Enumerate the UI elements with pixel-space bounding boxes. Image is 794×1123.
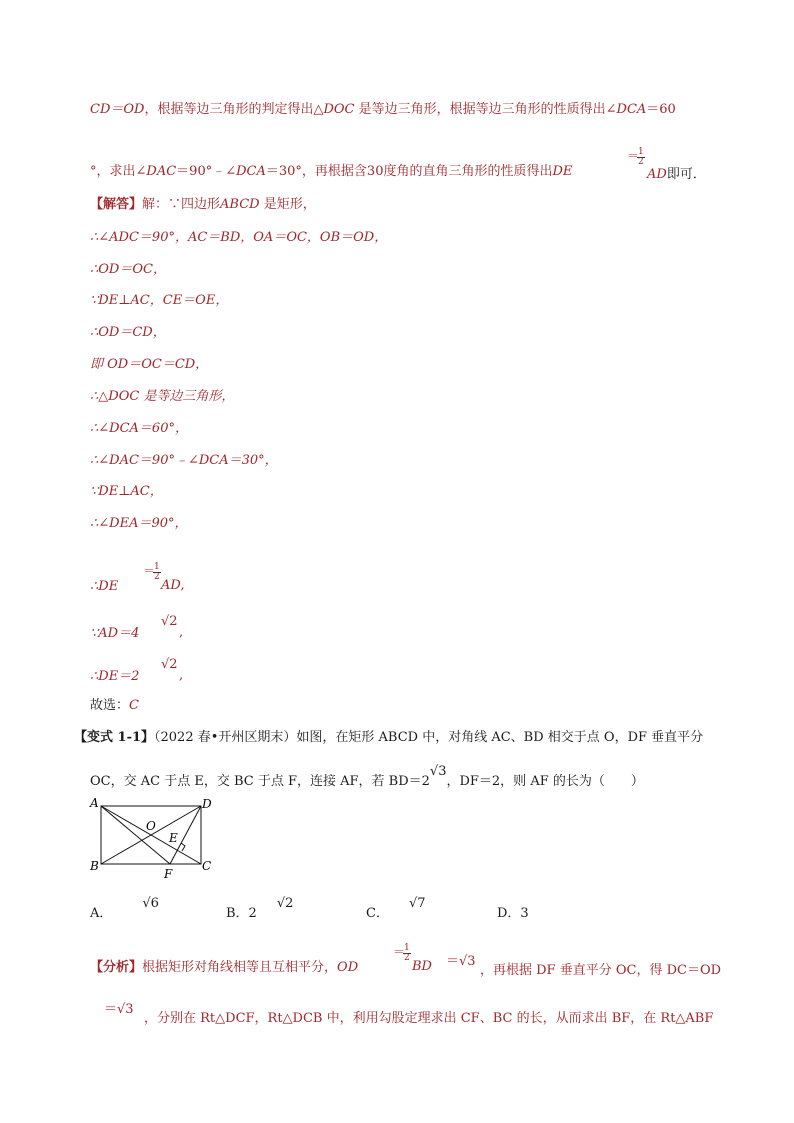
solution-ad: ∵AD＝4 xyxy=(90,626,140,641)
solution-step-3: ∵DE⊥AC，CE＝OE， xyxy=(90,293,229,308)
option-a[interactable]: A．√6 xyxy=(90,896,159,921)
solution-step-10: ∴∠DEA＝90°， xyxy=(90,516,188,531)
analysis-line2: ，分别在 Rt△DCF，Rt△DCB 中，利用勾股定理求出 CF、BC 的长，从而求出 BF，在 Rt△ABF xyxy=(144,1011,714,1026)
solution-step-6: ∴△DOC 是等边三角形， xyxy=(90,389,235,404)
analysis-prev-line2: °，求出∠DAC＝90°﹣∠DCA＝30°，再根据含30度角的直角三角形的性质得出DE xyxy=(90,164,573,179)
fraction-half-3: ＝ 1 2 xyxy=(393,943,410,963)
rectangle-figure xyxy=(88,796,218,882)
solution-step-9: ∵DE⊥AC， xyxy=(90,484,163,499)
solution-step-8: ∴∠DAC＝90°﹣∠DCA＝30°， xyxy=(90,453,278,468)
analysis-prev-line1: CD＝OD，根据等边三角形的判定得出△DOC 是等边三角形，根据等边三角形的性质得出∠DCA＝60 xyxy=(90,102,676,117)
solution-de: ∴DE xyxy=(90,579,119,594)
label-F: F xyxy=(164,867,173,881)
analysis-bd: BD xyxy=(412,959,432,974)
sqrt2-1: √2 xyxy=(161,614,178,629)
label-O: O xyxy=(146,819,156,833)
solution-step-5: 即 OD＝OC＝CD， xyxy=(90,357,209,372)
solution-de2: ∴DE＝2 xyxy=(90,669,140,684)
label-C: C xyxy=(202,859,212,873)
analysis-line1: 【分析】根据矩形对角线相等且互相平分，OD xyxy=(90,960,359,975)
fraction-half-2: ＝ 1 2 xyxy=(143,562,160,582)
label-B: B xyxy=(90,859,99,873)
analysis-line1-rest: ，再根据 DF 垂直平分 OC，得 DC＝OD xyxy=(480,963,722,978)
solution-step-4: ∴OD＝CD， xyxy=(90,325,166,340)
fraction-half: ＝ 1 2 xyxy=(627,147,644,167)
variant-line1: 【变式 1-1】（2022 春•开州区期末）如图，在矩形 ABCD 中，对角线 AC、BD 相交于点 O，DF 垂直平分 xyxy=(74,730,704,745)
solution-step-2: ∴OD＝OC， xyxy=(90,262,166,277)
analysis-line2-sqrt: ＝√3 xyxy=(104,1002,134,1017)
solution-de-ad: AD, xyxy=(161,578,185,593)
option-d[interactable]: D．3 xyxy=(497,906,529,921)
solution-intro: 【解答】解：∵四边形ABCD 是矩形， xyxy=(90,197,316,212)
comma-2: , xyxy=(179,668,184,683)
sqrt2-2: √2 xyxy=(161,657,178,672)
label-D: D xyxy=(202,797,212,811)
solution-step-7: ∴∠DCA＝60°， xyxy=(90,421,188,436)
solution-answer: 故选：C xyxy=(90,698,139,713)
variant-line2: OC，交 AC 于点 E，交 BC 于点 F，连接 AF，若 BD＝2√3，DF＝2，则 AF 的长为（ ） xyxy=(90,764,644,789)
analysis-sqrt3: ＝√3 xyxy=(446,954,476,969)
label-E: E xyxy=(169,831,178,845)
analysis-prev-ad: AD即可． xyxy=(647,167,706,182)
option-c[interactable]: C．√7 xyxy=(366,896,426,921)
label-A: A xyxy=(90,796,99,810)
comma-1: , xyxy=(179,625,184,640)
option-b[interactable]: B．2√2 xyxy=(226,896,294,921)
solution-step-1: ∴∠ADC＝90°，AC＝BD，OA＝OC，OB＝OD， xyxy=(90,230,388,245)
